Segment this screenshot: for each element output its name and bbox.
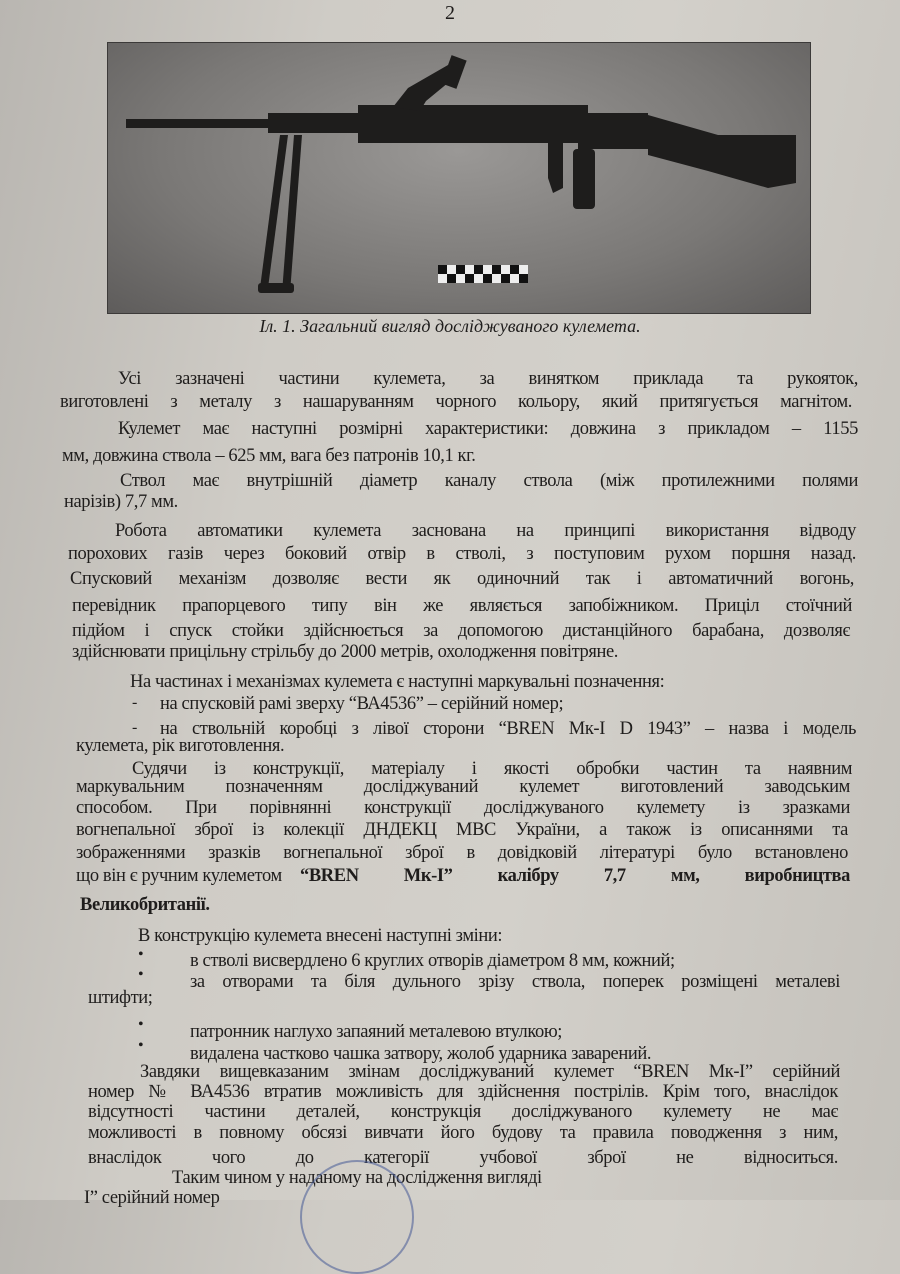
text-line: Ствол має внутрішній діаметр каналу ствола (між протилежними полями — [120, 471, 858, 491]
bullet: • — [138, 946, 144, 963]
text-line: Судячи із конструкції, матеріалу і якості обробки частин та наявним — [132, 759, 852, 779]
text-line: І” серійний номер — [84, 1188, 220, 1208]
text-line: Робота автоматики кулемета заснована на принципі використання відводу — [115, 521, 856, 541]
text-line: кулемета, рік виготовлення. — [76, 736, 285, 756]
text-line: маркувальним позначенням досліджуваний кулемет виготовлений заводським — [76, 777, 850, 797]
text-line: зображеннями зразків вогнепальної зброї в довідковій літературі було встановлено — [76, 843, 848, 863]
scale-ruler — [438, 265, 528, 283]
text-line: нарізів) 7,7 мм. — [64, 492, 178, 512]
text-line-bold: “BREN Мк-І” калібру 7,7 мм, виробництва — [300, 866, 850, 886]
figure-caption: Іл. 1. Загальний вигляд досліджуваного кулемета. — [259, 316, 641, 336]
text-line: підйом і спуск стойки здійснюється за допомогою дистанційного барабана, дозволяє — [72, 621, 850, 641]
text-line: що він є ручним кулеметом — [76, 866, 282, 886]
list-dash: - — [132, 719, 138, 736]
text-line: відсутності частини деталей, конструкція досліджуваного кулемету не має — [88, 1102, 838, 1122]
bullet: • — [138, 1016, 144, 1033]
list-item: за отворами та біля дульного зрізу ствола, поперек розміщені металеві — [190, 972, 840, 992]
text-line: Кулемет має наступні розмірні характеристики: довжина з прикладом – 1155 — [118, 419, 858, 439]
text-line: виготовлені з металу з нашаруванням чорного кольору, який притягується магнітом. — [60, 392, 852, 412]
list-item: видалена частково чашка затвору, жолоб ударника заварений. — [190, 1044, 652, 1064]
text-line: мм, довжина ствола – 625 мм, вага без патронів 10,1 кг. — [62, 446, 476, 466]
machine-gun-image — [108, 43, 810, 313]
text-line: Завдяки вищевказаним змінам досліджуваний кулемет “BREN Мк-І” серійний — [140, 1062, 840, 1082]
text-line: порохових газів через боковий отвір в стволі, з поступовим рухом поршня назад. — [68, 544, 856, 564]
text-line: вогнепальної зброї із колекції ДНДЕКЦ МВС України, а також із описаннями та — [76, 820, 848, 840]
text-line: способом. При порівнянні конструкції досліджуваного кулемету із зразками — [76, 798, 850, 818]
text-line: Усі зазначені частини кулемета, за винятком приклада та рукояток, — [118, 369, 858, 389]
text-line: перевідник прапорцевого типу він же являється запобіжником. Приціл стоїчний — [72, 596, 852, 616]
list-item: на спусковій рамі зверху “ВА4536” – серійний номер; — [160, 694, 564, 714]
text-line: В конструкцію кулемета внесені наступні зміни: — [138, 926, 503, 946]
list-item: в стволі висвердлено 6 круглих отворів діаметром 8 мм, кожний; — [190, 951, 675, 971]
list-dash: - — [132, 694, 138, 711]
text-line: Спусковий механізм дозволяє вести як одиночний так і автоматичний вогонь, — [70, 569, 854, 589]
bullet: • — [138, 966, 144, 983]
bullet: • — [138, 1037, 144, 1054]
text-line: номер № ВА4536 втратив можливість для здійснення пострілів. Крім того, внаслідок — [88, 1082, 838, 1102]
text-line: можливості в повному обсязі вивчати його будову та правила поводження з ним, — [88, 1123, 838, 1143]
text-line: штифти; — [88, 988, 153, 1008]
text-line: внаслідок чого до категорії учбової зброї не відноситься. — [88, 1148, 838, 1168]
text-line: здійснювати прицільну стрільбу до 2000 метрів, охолодження повітряне. — [72, 642, 619, 662]
list-item: патронник наглухо запаяний металевою втулкою; — [190, 1022, 563, 1042]
list-item: на ствольній коробці з лівої сторони “BREN Мк-І D 1943” – назва і модель — [160, 719, 856, 739]
page-number: 2 — [445, 2, 455, 24]
text-line-bold: Великобританії. — [80, 895, 210, 915]
text-line: Таким чином у наданому на дослідження вигляді — [172, 1168, 542, 1188]
text-line: На частинах і механізмах кулемета є наступні маркувальні позначення: — [130, 672, 665, 692]
figure-machine-gun-photo — [107, 42, 811, 314]
official-stamp — [300, 1160, 414, 1274]
